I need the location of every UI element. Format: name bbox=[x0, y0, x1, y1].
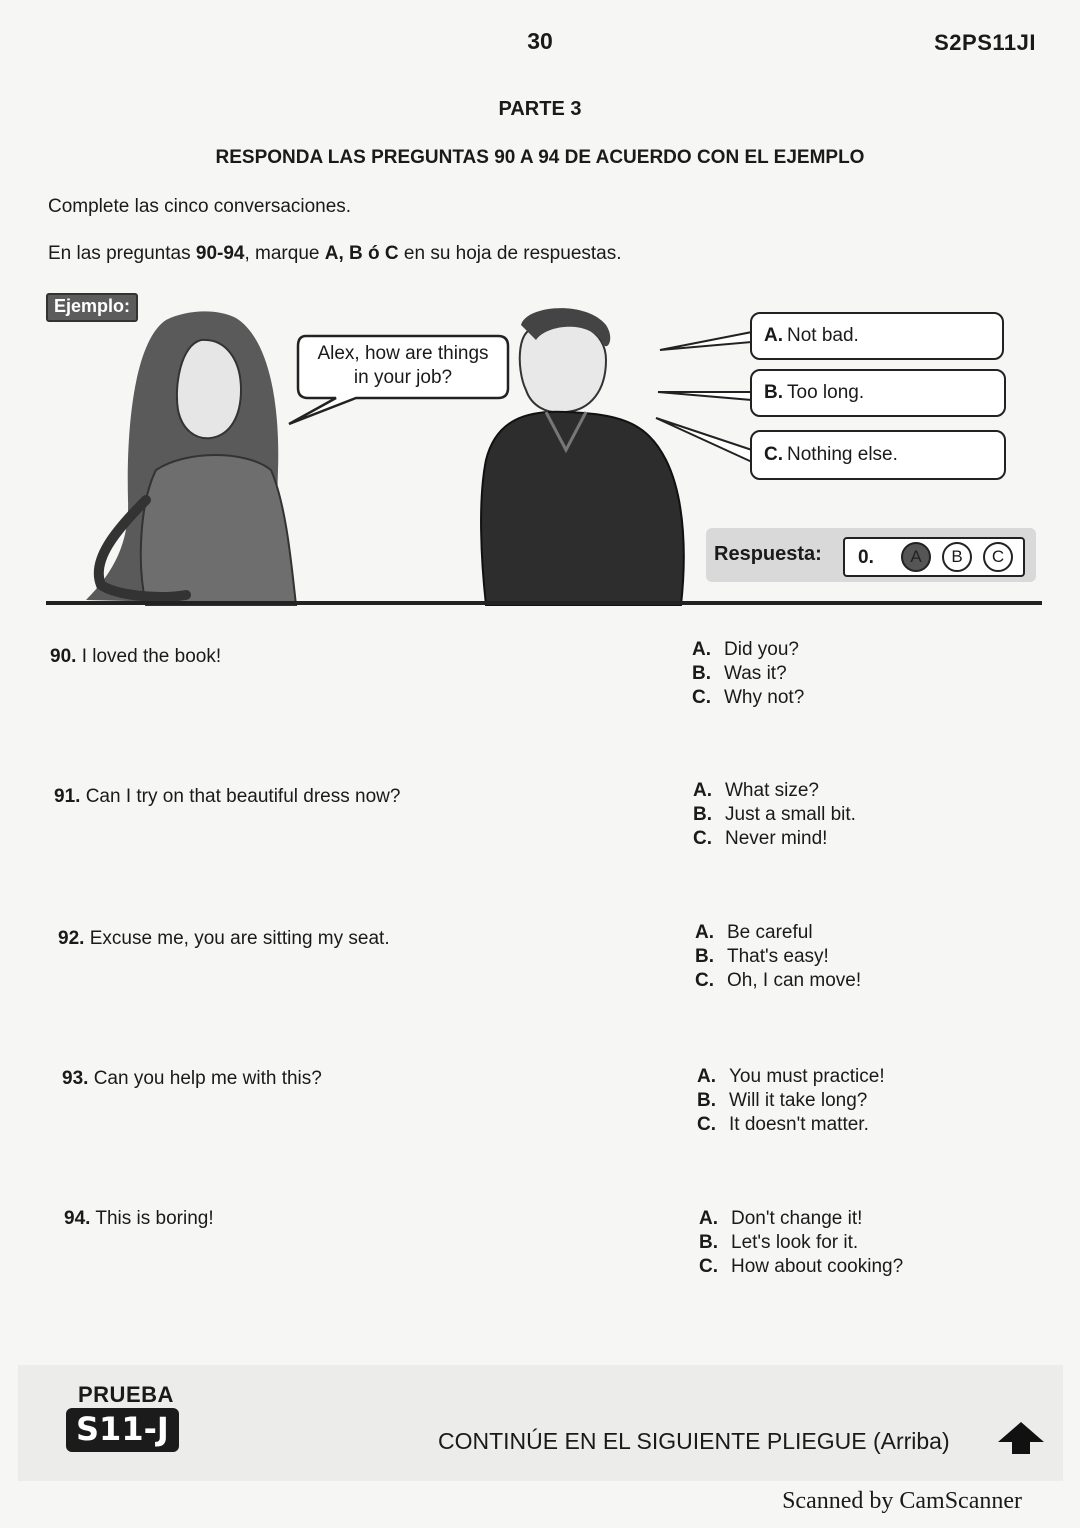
answer-bubble-c[interactable]: C bbox=[983, 542, 1013, 572]
question-94: 94. This is boring! bbox=[64, 1208, 214, 1229]
mark-instruction: En las preguntas 90-94, marque A, B ó C en su hoja de respuestas. bbox=[48, 243, 622, 264]
answer-label: Respuesta: bbox=[714, 543, 822, 565]
arrow-up-icon bbox=[996, 1420, 1046, 1456]
option-91-a[interactable]: A. What size? bbox=[693, 780, 819, 801]
continue-instruction: CONTINÚE EN EL SIGUIENTE PLIEGUE (Arriba) bbox=[438, 1428, 950, 1454]
example-option-b: B. Too long. bbox=[750, 369, 1006, 417]
option-91-b[interactable]: B. Just a small bit. bbox=[693, 804, 856, 825]
option-91-c[interactable]: C. Never mind! bbox=[693, 828, 828, 849]
woman-illustration bbox=[86, 311, 296, 605]
options-90 bbox=[692, 638, 804, 710]
question-91: 91. Can I try on that beautiful dress now? bbox=[54, 786, 401, 807]
example-badge: Ejemplo: bbox=[46, 293, 138, 322]
example-option-c: C. Nothing else. bbox=[750, 430, 1006, 480]
option-92-a[interactable]: A. Be careful bbox=[695, 922, 813, 943]
divider bbox=[46, 601, 1042, 605]
page-number: 30 bbox=[527, 28, 553, 54]
question-93: 93. Can you help me with this? bbox=[62, 1068, 322, 1089]
intro-line: Complete las cinco conversaciones. bbox=[48, 196, 352, 217]
options-93 bbox=[697, 1065, 885, 1137]
example-option-a: A. Not bad. bbox=[750, 312, 1004, 360]
man-illustration bbox=[481, 308, 684, 605]
option-pointers bbox=[656, 332, 752, 462]
option-93-a[interactable]: A. You must practice! bbox=[697, 1066, 885, 1087]
part-title: PARTE 3 bbox=[498, 98, 582, 120]
options-91 bbox=[693, 779, 856, 851]
question-92: 92. Excuse me, you are sitting my seat. bbox=[58, 928, 390, 949]
speech-bubble-text: Alex, how are things in your job? bbox=[317, 343, 489, 388]
option-94-c[interactable]: C. How about cooking? bbox=[699, 1256, 904, 1277]
option-94-b[interactable]: B. Let's look for it. bbox=[699, 1232, 859, 1253]
section-instruction: RESPONDA LAS PREGUNTAS 90 A 94 DE ACUERDO CON EL EJEMPLO bbox=[215, 147, 865, 168]
option-92-b[interactable]: B. That's easy! bbox=[695, 946, 829, 967]
test-code-badge: S11-J bbox=[66, 1408, 179, 1452]
answer-number: 0. bbox=[858, 547, 874, 568]
option-90-c[interactable]: C. Why not? bbox=[692, 687, 805, 708]
options-92 bbox=[695, 921, 861, 993]
option-92-c[interactable]: C. Oh, I can move! bbox=[695, 970, 862, 991]
prueba-label: PRUEBA bbox=[78, 1382, 174, 1407]
option-90-a[interactable]: A. Did you? bbox=[692, 639, 799, 660]
exam-code: S2PS11JI bbox=[934, 30, 1036, 55]
option-93-c[interactable]: C. It doesn't matter. bbox=[697, 1114, 869, 1135]
option-93-b[interactable]: B. Will it take long? bbox=[697, 1090, 868, 1111]
options-94 bbox=[699, 1207, 903, 1279]
question-90: 90. I loved the book! bbox=[50, 646, 222, 667]
answer-bubble-b[interactable]: B bbox=[942, 542, 972, 572]
option-94-a[interactable]: A. Don't change it! bbox=[699, 1208, 863, 1229]
option-90-b[interactable]: B. Was it? bbox=[692, 663, 787, 684]
scanner-watermark: Scanned by CamScanner bbox=[782, 1488, 1022, 1514]
answer-bubble-a[interactable]: A bbox=[901, 542, 931, 572]
